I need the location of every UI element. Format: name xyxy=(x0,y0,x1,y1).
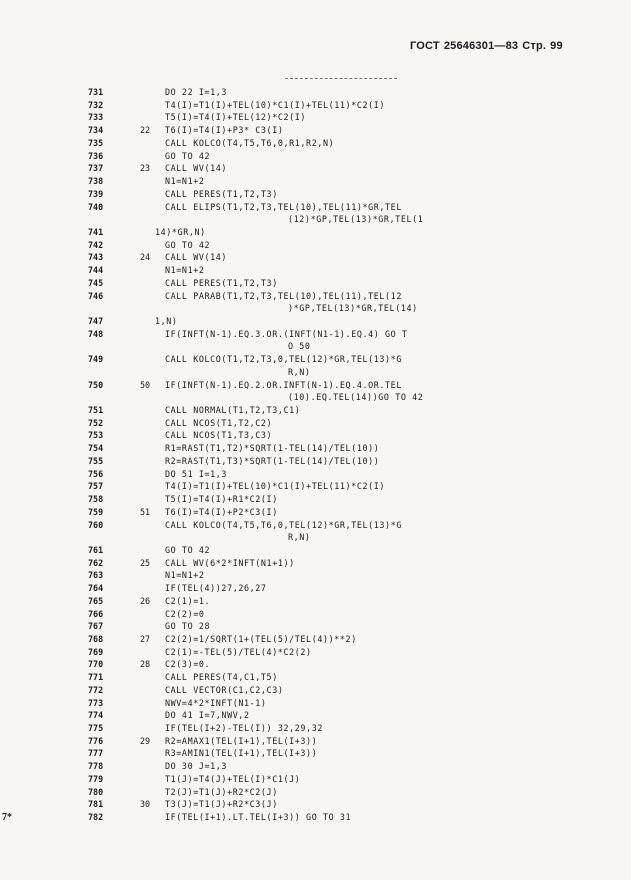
code-text: DO 51 I=1,3 xyxy=(165,468,228,479)
code-text: NWV=4*2*INFT(N1-1) xyxy=(165,697,267,708)
line-number: 733 xyxy=(88,112,104,123)
page-number: 99 xyxy=(550,40,563,52)
code-text: T4(I)=T1(I)+TEL(10)*C1(I)+TEL(11)*C2(I) xyxy=(165,481,386,492)
line-number: 739 xyxy=(88,188,104,199)
code-text: )*GP,TEL(13)*GR,TEL(14) xyxy=(288,303,418,314)
line-number: 731 xyxy=(88,87,104,97)
code-text: C2(1)=-TEL(5)/TEL(4)*C2(2) xyxy=(165,646,312,657)
line-number: 746 xyxy=(88,290,104,301)
code-text: 14)*GR,N) xyxy=(155,226,206,237)
code-text: DO 22 I=1,3 xyxy=(165,87,228,97)
code-text: IF(TEL(4))27,26,27 xyxy=(165,583,267,594)
code-text: IF(INFT(N-1).EQ.2.OR.INFT(N-1).EQ.4.OR.TEL xyxy=(165,379,402,390)
code-text: CALL KOLCO(T4,T5,T6,0,TEL(12)*GR,TEL(13)*G xyxy=(165,519,402,530)
code-text: C2(2)=0 xyxy=(165,608,205,619)
line-number: 775 xyxy=(88,723,104,733)
code-text: GO TO 42 xyxy=(165,544,211,555)
statement-label: 50 xyxy=(140,379,151,390)
line-number: 780 xyxy=(88,786,104,797)
statement-label: 22 xyxy=(140,125,151,136)
line-number: 761 xyxy=(88,544,104,555)
code-text: CALL PERES(T1,T2,T3) xyxy=(165,277,278,288)
line-number: 759 xyxy=(88,506,104,517)
code-text: T4(I)=T1(I)+TEL(10)*C1(I)+TEL(11)*C2(I) xyxy=(165,99,386,110)
code-text: T1(J)=T4(J)+TEL(I)*C1(J) xyxy=(165,773,301,784)
code-text: T5(I)=T4(I)+TEL(12)*C2(I) xyxy=(165,112,307,123)
line-number: 769 xyxy=(88,646,104,657)
line-number: 751 xyxy=(88,405,104,415)
line-number: 781 xyxy=(88,799,104,810)
code-text: DO 41 I=7,NWV,2 xyxy=(165,710,250,721)
line-number: 754 xyxy=(88,443,104,454)
code-text: DO 30 J=1,3 xyxy=(165,761,228,772)
line-number: 737 xyxy=(88,163,104,174)
code-text: N1=N1+2 xyxy=(165,265,205,276)
code-text: IF(TEL(I+1).LT.TEL(I+3)) GO TO 31 xyxy=(165,812,352,822)
code-text: CALL WV(14) xyxy=(165,252,228,263)
page-label: Стр. xyxy=(522,40,547,52)
line-number: 776 xyxy=(88,735,104,746)
line-number: 748 xyxy=(88,328,104,339)
line-number: 774 xyxy=(88,710,104,721)
statement-label: 25 xyxy=(140,557,151,568)
line-number: 758 xyxy=(88,494,104,504)
line-number: 756 xyxy=(88,468,104,479)
code-text: GO TO 28 xyxy=(165,621,211,632)
code-text: IF(INFT(N-1).EQ.3.OR.(INFT(N1-1).EQ.4) GO T xyxy=(165,328,408,339)
code-text: O 50 xyxy=(288,341,311,352)
line-number: 768 xyxy=(88,634,104,644)
line-number: 782 xyxy=(88,812,104,822)
line-number: 738 xyxy=(88,176,104,186)
code-text: C2(1)=1. xyxy=(165,595,211,606)
code-text: CALL WV(14) xyxy=(165,163,228,174)
code-text: CALL NCOS(T1,T2,C2) xyxy=(165,417,273,428)
line-number: 755 xyxy=(88,455,104,466)
code-text: GO TO 42 xyxy=(165,239,211,250)
line-number: 762 xyxy=(88,557,104,568)
header-divider xyxy=(285,78,397,79)
line-number: 742 xyxy=(88,239,104,250)
code-text: CALL WV(6*2*INFT(N1+1)) xyxy=(165,557,295,568)
line-number: 749 xyxy=(88,354,104,365)
line-number: 760 xyxy=(88,519,104,530)
statement-label: 29 xyxy=(140,735,151,746)
line-number: 747 xyxy=(88,316,104,326)
line-number: 732 xyxy=(88,99,104,110)
code-text: R,N) xyxy=(288,366,311,377)
code-text: CALL KOLCO(T1,T2,T3,0,TEL(12)*GR,TEL(13)*G xyxy=(165,354,402,365)
line-number: 772 xyxy=(88,684,104,695)
line-number: 771 xyxy=(88,672,104,683)
code-text: C2(3)=0. xyxy=(165,659,211,670)
code-text: R2=RAST(T1,T3)*SQRT(1-TEL(14)/TEL(10)) xyxy=(165,455,380,466)
line-number: 766 xyxy=(88,608,104,619)
line-number: 779 xyxy=(88,773,104,784)
statement-label: 27 xyxy=(140,634,151,644)
line-number: 736 xyxy=(88,150,104,161)
code-text: CALL PARAB(T1,T2,T3,TEL(10),TEL(11),TEL(12 xyxy=(165,290,402,301)
code-text: CALL VECTOR(C1,C2,C3) xyxy=(165,684,284,695)
line-number: 765 xyxy=(88,595,104,606)
statement-label: 30 xyxy=(140,799,151,810)
code-text: T6(I)=T4(I)+P3* C3(I) xyxy=(165,125,284,136)
line-number: 777 xyxy=(88,748,104,759)
code-text: CALL KOLCO(T4,T5,T6,0,R1,R2,N) xyxy=(165,137,335,148)
statement-label: 51 xyxy=(140,506,151,517)
line-number: 744 xyxy=(88,265,104,276)
code-text: N1=N1+2 xyxy=(165,176,205,186)
statement-label: 24 xyxy=(140,252,151,263)
code-text: GO TO 42 xyxy=(165,150,211,161)
document-number: 25646301—83 xyxy=(443,40,519,52)
code-text: R1=RAST(T1,T2)*SQRT(1-TEL(14)/TEL(10)) xyxy=(165,443,380,454)
line-number: 740 xyxy=(88,201,104,212)
code-text: CALL NCOS(T1,T3,C3) xyxy=(165,430,273,441)
code-text: N1=N1+2 xyxy=(165,570,205,581)
standard-label: ГОСТ xyxy=(410,40,440,52)
statement-label: 23 xyxy=(140,163,151,174)
line-number: 763 xyxy=(88,570,104,581)
code-text: CALL ELIPS(T1,T2,T3,TEL(10),TEL(11)*GR,TEL xyxy=(165,201,402,212)
code-text: CALL PERES(T4,C1,T5) xyxy=(165,672,278,683)
line-number: 741 xyxy=(88,226,104,237)
code-text: T2(J)=T1(J)+R2*C2(J) xyxy=(165,786,278,797)
code-text: T6(I)=T4(I)+P2*C3(I) xyxy=(165,506,278,517)
code-text: R3=AMIN1(TEL(I+1),TEL(I+3)) xyxy=(165,748,318,759)
code-text: IF(TEL(I+2)-TEL(I)) 32,29,32 xyxy=(165,723,323,733)
code-text: (10).EQ.TEL(14))GO TO 42 xyxy=(288,392,424,403)
code-text: T5(I)=T4(I)+R1*C2(I) xyxy=(165,494,278,504)
line-number: 753 xyxy=(88,430,104,441)
line-number: 770 xyxy=(88,659,104,670)
code-text: C2(2)=1/SQRT(1+(TEL(5)/TEL(4))**2) xyxy=(165,634,357,644)
page-header xyxy=(410,40,620,52)
code-text: R2=AMAX1(TEL(I+1),TEL(I+3)) xyxy=(165,735,318,746)
line-number: 767 xyxy=(88,621,104,632)
footer-page-mark: 7* xyxy=(2,812,12,823)
code-text: CALL NORMAL(T1,T2,T3,C1) xyxy=(165,405,301,415)
line-number: 750 xyxy=(88,379,104,390)
code-text: (12)*GP,TEL(13)*GR,TEL(1 xyxy=(288,214,424,225)
line-number: 745 xyxy=(88,277,104,288)
statement-label: 26 xyxy=(140,595,151,606)
code-text: T3(J)=T1(J)+R2*C3(J) xyxy=(165,799,278,810)
line-number: 752 xyxy=(88,417,104,428)
line-number: 743 xyxy=(88,252,104,263)
line-number: 778 xyxy=(88,761,104,772)
line-number: 735 xyxy=(88,137,104,148)
line-number: 764 xyxy=(88,583,104,594)
code-text: R,N) xyxy=(288,532,311,543)
line-number: 773 xyxy=(88,697,104,708)
code-text: 1,N) xyxy=(155,316,178,326)
line-number: 734 xyxy=(88,125,104,136)
code-text: CALL PERES(T1,T2,T3) xyxy=(165,188,278,199)
statement-label: 28 xyxy=(140,659,151,670)
line-number: 757 xyxy=(88,481,104,492)
